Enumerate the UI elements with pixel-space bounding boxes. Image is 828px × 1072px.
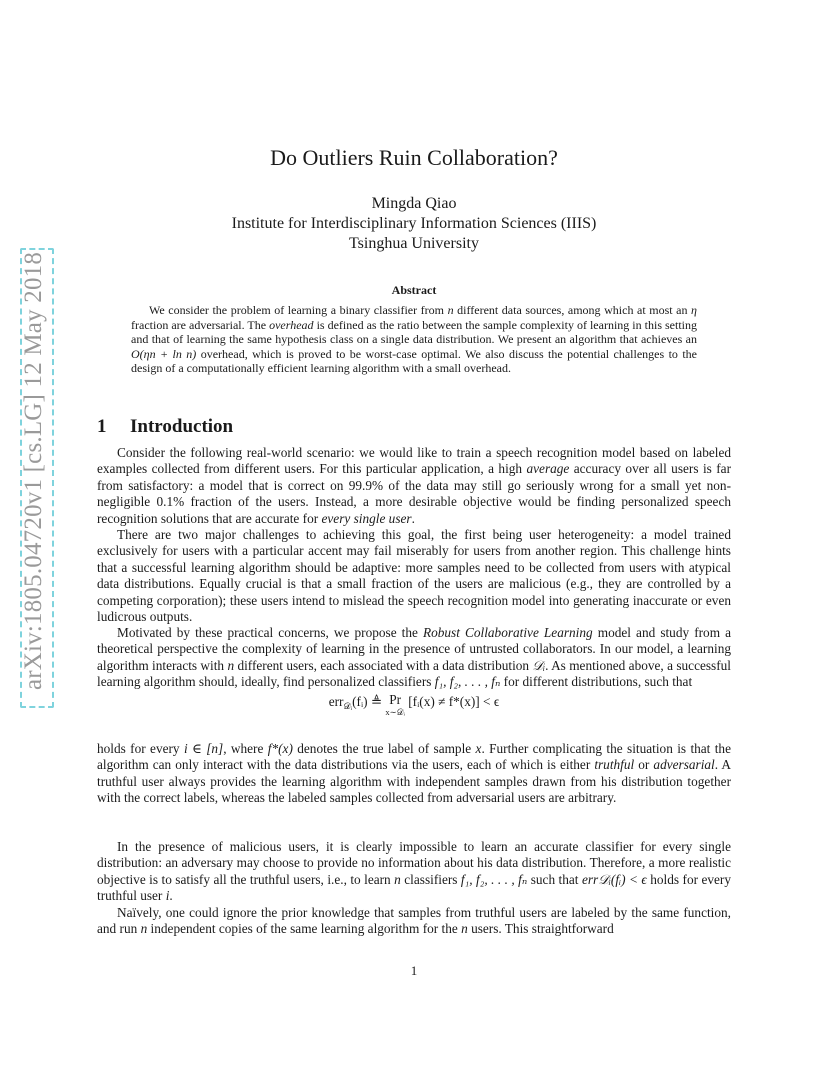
intro-paragraph-2: There are two major challenges to achieving this goal, the first being user heterogeneity: a model trained exclusively for users with a particular accent may fail miserably for users from another region. This challenge hints that a successful learning algorithm should be adaptive: more samples need to be collected from users with atypical data distributions. Equally crucial is that a small fraction of the users are malicious (e.g., they are controlled by a competing corporation); these users intend to mislead the speech recognition model into generating inaccurate or even ludicrous outputs. bbox=[97, 527, 731, 625]
intro-paragraph-4: holds for every i ∈ [n], where f*(x) denotes the true label of sample x. Further complicating the situation is that the algorithm can only interact with the data distributions via the users, each of which is either truthful or adversarial. A truthful user always provides the learning algorithm with independent samples drawn from his distribution together with the correct labels, whereas the labeled samples collected from adversarial users are arbitrary. bbox=[97, 741, 731, 806]
section-heading-introduction bbox=[97, 416, 233, 438]
intro-paragraph-6: Naïvely, one could ignore the prior knowledge that samples from truthful users are labeled by the same function, and run n independent copies of the same learning algorithm for the n users. This straightforward bbox=[97, 905, 731, 937]
abstract-heading: Abstract bbox=[391, 283, 437, 297]
paper-title: Do Outliers Ruin Collaboration? bbox=[270, 145, 558, 170]
author-name: Mingda Qiao bbox=[371, 195, 457, 212]
section-number: 1 bbox=[97, 416, 107, 437]
intro-paragraph-5: In the presence of malicious users, it is clearly impossible to learn an accurate classifier for every single distribution: an adversary may choose to provide no information about his data distribution. Therefore, a more realistic objective is to satisfy all the truthful users, i.e., to learn n classifiers f₁, f₂, . . . , fₙ such that err𝒟ᵢ(fᵢ) < ϵ holds for every truthful user i. bbox=[97, 839, 731, 904]
intro-paragraph-3: Motivated by these practical concerns, we propose the Robust Collaborative Learning model and study from a theoretical perspective the complexity of learning in the presence of untrusted collaborators. In our model, a learning algorithm interacts with n different users, each associated with a data distribution 𝒟ᵢ. As mentioned above, a successful learning algorithm should, ideally, find personalized classifiers f₁, f₂, . . . , fₙ for different distributions, such that bbox=[97, 625, 732, 690]
intro-paragraph-1: Consider the following real-world scenario: we would like to train a speech recognition model based on labeled examples collected from different users. For this particular application, a high average accuracy over all users is far from satisfactory: a model that is correct on 99.9% of the data may still go seriously wrong for a small yet non-negligible 0.1% fraction of the users. Instead, a more desirable objective would be finding personalized speech recognition solutions that are accurate for every single user. bbox=[97, 445, 731, 526]
page-number: 1 bbox=[410, 963, 418, 978]
abstract-body bbox=[131, 303, 697, 376]
author-affiliation-institute: Institute for Interdisciplinary Information Sciences (IIIS) bbox=[231, 215, 597, 232]
section-title: Introduction bbox=[130, 416, 234, 437]
author-block bbox=[0, 194, 828, 254]
abstract-paragraph: We consider the problem of learning a binary classifier from n different data sources, among which at most an η fraction are adversarial. The overhead is defined as the ratio between the sample complexity of learning in this setting and that of learning the same hypothesis class on a single data distribution. We present an algorithm that achieves an O(ηn + ln n) overhead, which is proved to be worst-case optimal. We also discuss the potential challenges to the design of a computationally efficient learning algorithm with a small overhead. bbox=[131, 303, 697, 376]
author-affiliation-university: Tsinghua University bbox=[349, 235, 479, 252]
arxiv-identifier: arXiv:1805.04720v1 [cs.LG] 12 May 2018 bbox=[20, 251, 47, 691]
error-definition-equation: err$_{𝒟ᵢ}$(fᵢ) ≜ Pr x∼𝒟ᵢ [fᵢ(x) ≠ f*(x)] < ϵ bbox=[328, 692, 500, 717]
